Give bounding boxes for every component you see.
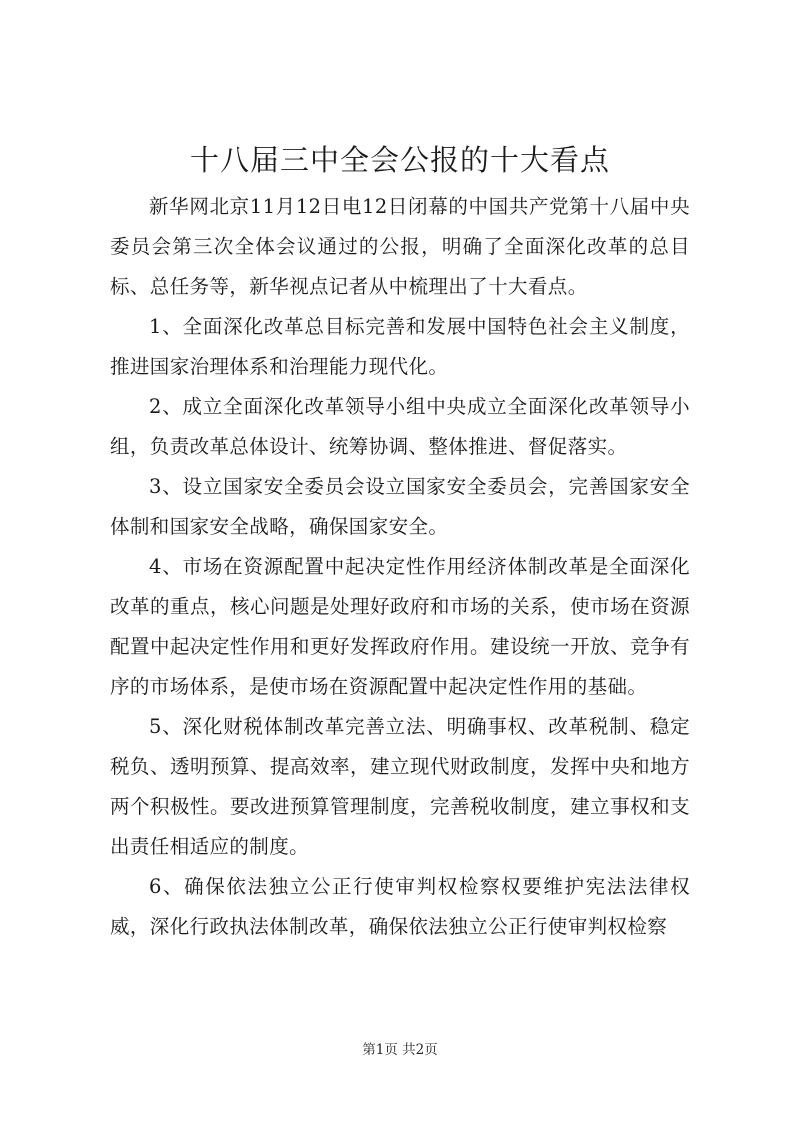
intro-paragraph: 新华网北京11月12日电12日闭幕的中国共产党第十八届中央委员会第三次全体会议通过的公报，明确了全面深化改革的总目标、总任务等，新华视点记者从中梳理出了十大看点。 [110, 195, 690, 298]
document-title: 十八届三中全会公报的十大看点 [189, 143, 610, 177]
page-footer: 第1页 共2页 [362, 1042, 438, 1058]
point-2-paragraph: 2、成立全面深化改革领导小组中央成立全面深化改革领导小组，负责改革总体设计、统筹协调、整体推进、督促落实。 [110, 395, 690, 458]
point-4-paragraph: 4、市场在资源配置中起决定性作用经济体制改革是全面深化改革的重点，核心问题是处理好政府和市场的关系，使市场在资源配置中起决定性作用和更好发挥政府作用。建设统一开放、竞争有序的市场体系，是使市场在资源配置中起决定性作用的基础。 [110, 555, 690, 698]
point-3-paragraph: 3、设立国家安全委员会设立国家安全委员会，完善国家安全体制和国家安全战略，确保国家安全。 [110, 475, 690, 538]
point-1-paragraph: 1、全面深化改革总目标完善和发展中国特色社会主义制度，推进国家治理体系和治理能力现代化。 [110, 315, 690, 378]
point-6-paragraph: 6、确保依法独立公正行使审判权检察权要维护宪法法律权威，深化行政执法体制改革，确保依法独立公正行使审判权检察 [110, 875, 690, 938]
point-5-paragraph: 5、深化财税体制改革完善立法、明确事权、改革税制、稳定税负、透明预算、提高效率，建立现代财政制度，发挥中央和地方两个积极性。要改进预算管理制度，完善税收制度，建立事权和支出责任相适应的制度。 [110, 715, 690, 858]
document-body [110, 187, 690, 947]
